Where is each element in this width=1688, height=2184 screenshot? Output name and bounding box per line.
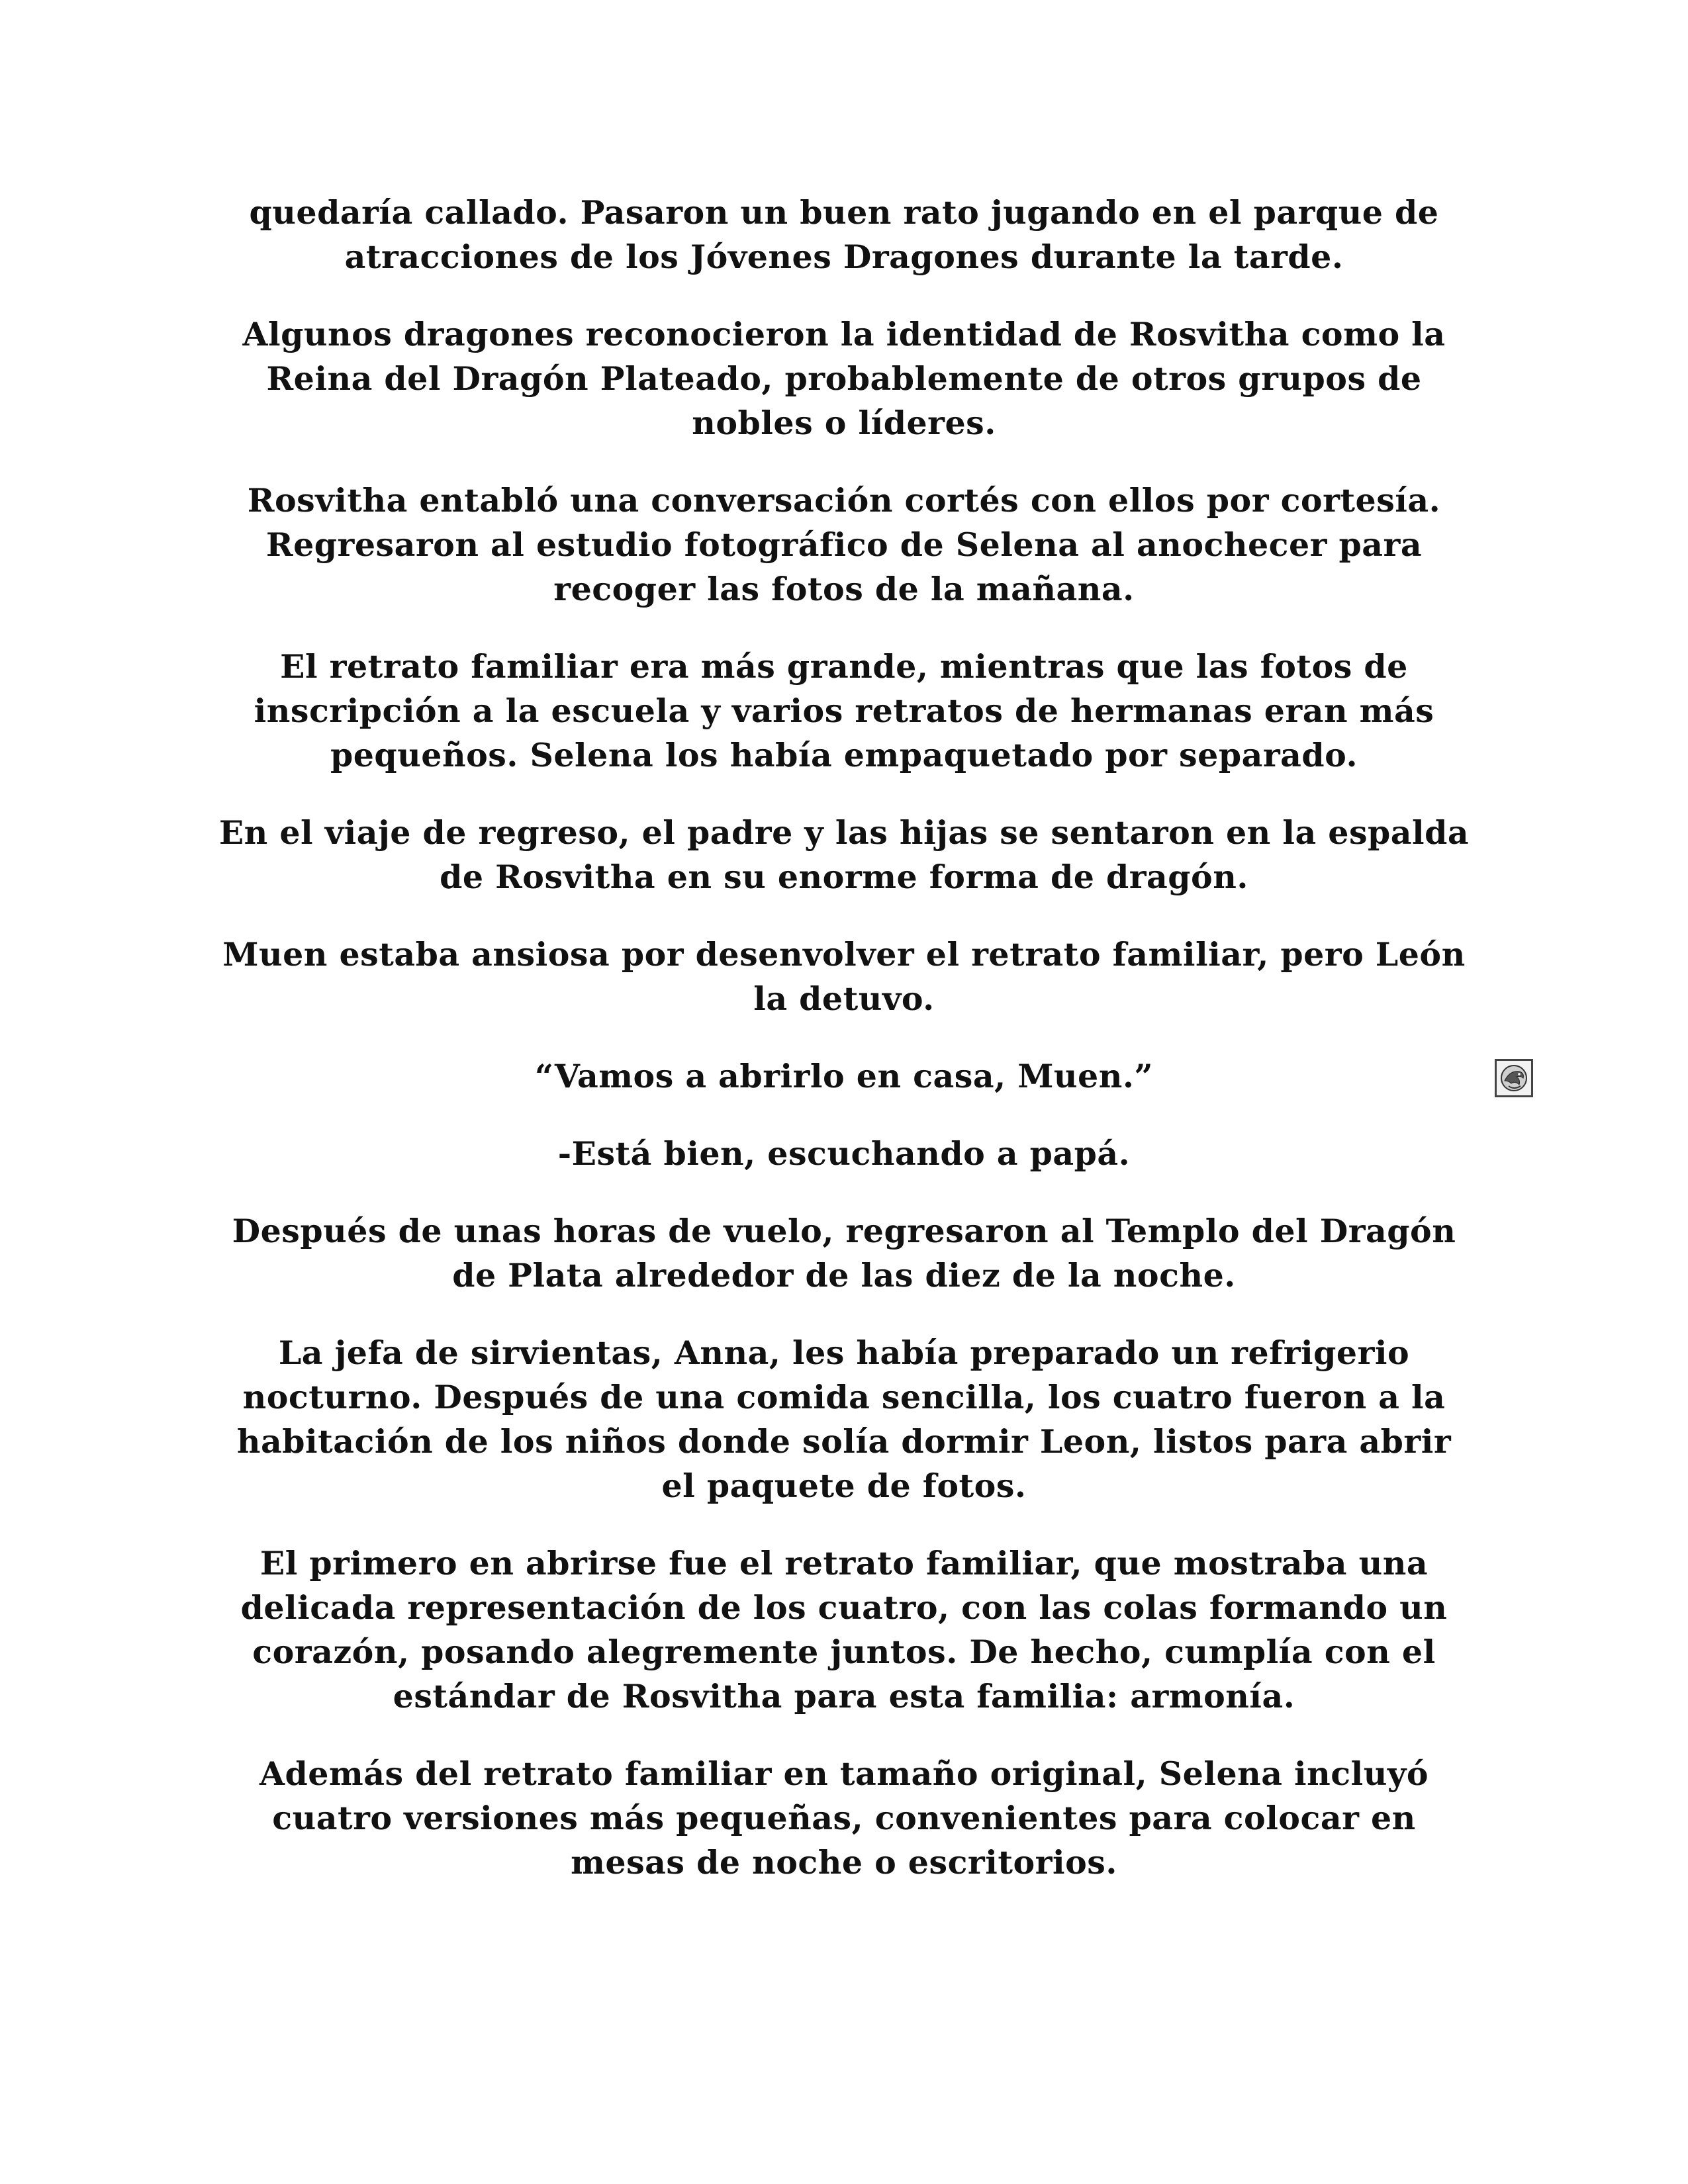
paragraph-10: La jefa de sirvientas, Anna, les había preparado un refrigerio nocturno. Después de una comida sencilla, los cuatro fueron a la habitación de los niños donde solía dormir Leon, listos para abrir el paquete de fotos.: [236, 1334, 1452, 1505]
paragraph-12: Además del retrato familiar en tamaño original, Selena incluyó cuatro versiones más pequeñas, convenientes para colocar en mesas de noche o escritorios.: [259, 1754, 1429, 1882]
paragraph-5: En el viaje de regreso, el padre y las hijas se sentaron en la espalda de Rosvitha en su enorme forma de dragón.: [218, 813, 1470, 896]
paragraph-9: Después de unas horas de vuelo, regresaron al Templo del Dragón de Plata alrededor de las diez de la noche.: [232, 1212, 1456, 1295]
paragraph-3: Rosvitha entabló una conversación cortés con ellos por cortesía. Regresaron al estudio fotográfico de Selena al anochecer para recoger las fotos de la mañana.: [247, 481, 1441, 608]
paragraph-2: Algunos dragones reconocieron la identidad de Rosvitha como la Reina del Dragón Plateado, probablemente de otros grupos de nobles o líderes.: [242, 315, 1446, 442]
paragraph-4: El retrato familiar era más grande, mientras que las fotos de inscripción a la escuela y varios retratos de hermanas eran más pequeños. Selena los había empaquetado por separado.: [254, 647, 1434, 774]
paragraph-11: El primero en abrirse fue el retrato familiar, que mostraba una delicada representación de los cuatro, con las colas formando un corazón, posando alegremente juntos. De hecho, cumplía con el estándar de Rosvitha para esta familia: armonía.: [240, 1544, 1448, 1715]
paragraph-8: -Está bien, escuchando a papá.: [557, 1134, 1131, 1173]
dragon-emblem-graphic: [1497, 1061, 1531, 1095]
dragon-emblem-icon: [1495, 1059, 1533, 1097]
paragraph-6: Muen estaba ansiosa por desenvolver el retrato familiar, pero León la detuvo.: [222, 935, 1466, 1018]
document-body: [218, 191, 1470, 1918]
paragraph-7: “Vamos a abrirlo en casa, Muen.”: [534, 1057, 1154, 1095]
paragraph-1: quedaría callado. Pasaron un buen rato jugando en el parque de atracciones de los Jóvenes Dragones durante la tarde.: [249, 193, 1439, 276]
